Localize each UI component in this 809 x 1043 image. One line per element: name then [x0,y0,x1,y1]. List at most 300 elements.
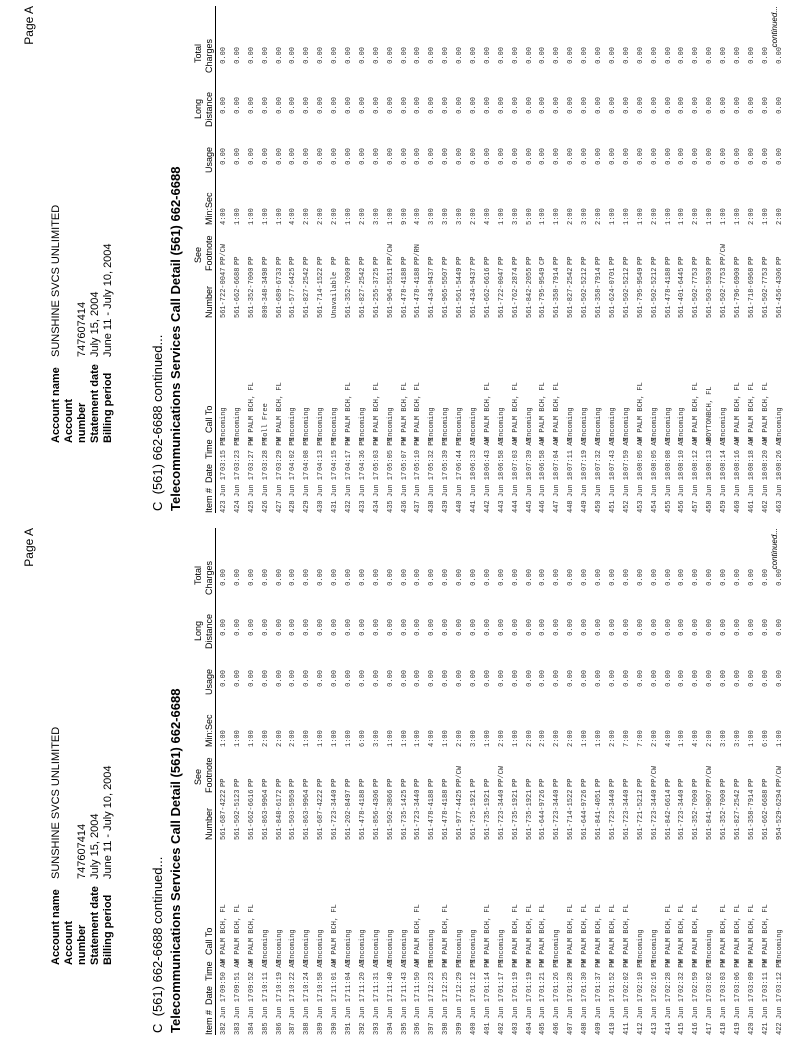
row-time: 05:39 PM [442,437,451,471]
row-minsec: 2:00 [608,730,617,747]
row-date: Jun 18 [775,471,784,497]
row-time: 09:51 AM [233,959,242,993]
row-item: 392 [358,1022,367,1035]
row-item: 462 [761,500,770,513]
row-total: 0.00 [733,47,742,64]
row-footnote: PP [608,778,617,787]
row-number: 561-795-9549 [636,267,645,318]
row-callto: W PALM BCH, FL [692,382,701,441]
row-number: 561-352-7000 [720,789,729,840]
row-total: 0.00 [317,47,326,64]
row-minsec: 2:00 [553,730,562,747]
row-callto: Incoming [636,929,645,963]
row-time: 10:24 AM [303,959,312,993]
row-footnote: PP [692,778,701,787]
row-total: 0.00 [761,569,770,586]
row-usage: 0.00 [775,670,784,687]
row-date: Jun 17 [275,471,284,497]
row-total: 0.00 [220,47,228,64]
row-minsec: 2:00 [470,208,479,225]
row-distance: 0.00 [483,619,492,636]
row-number: 561-502-5212 [650,267,659,318]
row-date: Jun 17 [317,993,326,1019]
row-footnote: PP [567,256,576,265]
row-item: 419 [733,1022,742,1035]
table-row [315,528,329,1035]
row-callto: Incoming [233,407,242,441]
row-date: Jun 18 [483,471,492,497]
col-distance: Distance [204,613,214,649]
row-total: 0.00 [775,569,784,586]
row-distance: 0.00 [567,97,576,114]
row-date: Jun 17 [331,993,340,1019]
row-item: 422 [775,1022,784,1035]
row-usage: 0.00 [567,670,576,687]
row-distance: 0.00 [775,97,784,114]
row-time: 10:11 AM [261,959,270,993]
row-number: 561-842-2055 [525,267,534,318]
row-footnote: PP [400,256,409,265]
row-callto: Incoming [275,929,284,963]
row-callto: Toll Free [261,403,270,441]
row-total: 0.00 [553,569,562,586]
row-usage: 0.00 [678,148,687,165]
row-number: 561-863-9964 [261,789,270,840]
row-minsec: 2:00 [275,730,284,747]
row-item: 391 [345,1022,354,1035]
table-row [565,6,579,513]
row-total: 0.00 [650,47,659,64]
row-usage: 0.00 [761,670,770,687]
row-minsec: 3:00 [720,730,729,747]
table-row [274,528,288,1035]
row-minsec: 1:00 [706,208,715,225]
table-row [343,6,357,513]
row-footnote: PP [400,778,409,787]
row-minsec: 3:00 [733,730,742,747]
row-date: Jun 18 [608,471,617,497]
row-time: 06:58 AM [539,437,548,471]
row-total: 0.00 [678,47,687,64]
row-item: 389 [317,1022,326,1035]
row-minsec: 1:00 [414,730,423,747]
row-item: 414 [664,1022,673,1035]
table-row [565,528,579,1035]
row-footnote: PP [553,778,562,787]
row-footnote: PP [261,256,270,265]
row-usage: 0.00 [553,670,562,687]
row-minsec: 1:00 [581,730,590,747]
row-distance: 0.00 [720,97,729,114]
row-item: 450 [595,500,604,513]
row-number: 561-478-4188 [664,267,673,318]
row-item: 413 [650,1022,659,1035]
account-number-label: Account number [63,399,88,443]
row-number: 561-502-5123 [233,789,242,840]
row-callto: W PALM BCH, FL [581,904,590,963]
row-footnote: PP [331,256,340,265]
row-time: 03:09 PM [747,959,756,993]
row-minsec: 1:00 [483,730,492,747]
row-time: 01:12 PM [470,959,479,993]
row-time: 03:15 PM [220,437,228,471]
row-usage: 0.00 [414,670,423,687]
table-row [621,6,635,513]
table-row [774,6,788,513]
table-row [676,6,690,513]
row-date: Jun 17 [775,993,784,1019]
row-date: Jun 18 [497,471,506,497]
row-minsec: 1:00 [622,208,631,225]
row-date: Jun 17 [595,993,604,1019]
row-callto: Incoming [317,407,326,441]
row-date: Jun 18 [511,471,520,497]
table-row [482,528,496,1035]
col-time: Time [204,961,214,981]
row-distance: 0.00 [595,619,604,636]
row-total: 0.00 [317,569,326,586]
row-time: 08:14 AM [720,437,729,471]
row-total: 0.00 [247,47,256,64]
row-date: Jun 17 [247,471,256,497]
row-date: Jun 18 [733,471,742,497]
row-total: 0.00 [678,569,687,586]
row-item: 457 [692,500,701,513]
row-callto: Incoming [456,929,465,963]
account-number-value: 747607414 [76,823,88,879]
row-item: 388 [303,1022,312,1035]
row-number: 561-722-0047 [497,267,506,318]
row-item: 411 [622,1022,631,1035]
table-row [537,6,551,513]
row-minsec: 2:00 [650,208,659,225]
row-date: Jun 17 [636,993,645,1019]
row-usage: 0.00 [317,670,326,687]
row-date: Jun 18 [470,471,479,497]
row-total: 0.00 [233,47,242,64]
row-time: 03:06 PM [733,959,742,993]
row-usage: 0.00 [442,670,451,687]
row-date: Jun 17 [317,471,326,497]
table-row [690,528,704,1035]
row-time: 04:08 PM [303,437,312,471]
col-footnote: Footnote [204,235,214,271]
row-item: 407 [567,1022,576,1035]
table-row [607,528,621,1035]
table-row [399,528,413,1035]
col-total: Total [193,43,203,63]
row-number: 561-965-5507 [442,267,451,318]
row-number: 561-662-6616 [483,267,492,318]
table-row [426,528,440,1035]
row-footnote: PP [345,256,354,265]
row-total: 0.00 [692,569,701,586]
row-minsec: 1:00 [386,208,395,225]
row-minsec: 3:00 [470,730,479,747]
table-row [649,6,663,513]
row-minsec: 1:00 [317,730,326,747]
row-distance: 0.00 [428,619,437,636]
row-callto: W PALM BCH, FL [567,904,576,963]
row-date: Jun 17 [372,993,381,1019]
row-callto: W PALM BCH, FL [539,382,548,441]
row-total: 0.00 [622,569,631,586]
row-date: Jun 17 [525,993,534,1019]
row-footnote: PP [636,778,645,787]
col-date: Date [204,985,214,1005]
row-distance: 0.00 [483,97,492,114]
row-number: 561-735-1921 [483,789,492,840]
row-item: 427 [275,500,284,513]
row-date: Jun 18 [650,471,659,497]
row-time: 11:40 AM [386,959,395,993]
row-date: Jun 18 [636,471,645,497]
row-total: 0.00 [553,47,562,64]
row-footnote: PP [386,778,395,787]
row-time: 05:10 PM [414,437,423,471]
row-item: 384 [247,1022,256,1035]
row-minsec: 1:00 [595,730,604,747]
row-usage: 0.00 [275,670,284,687]
row-callto: Incoming [595,407,604,441]
row-date: Jun 17 [303,993,312,1019]
table-row [329,528,343,1035]
row-time: 06:33 AM [470,437,479,471]
row-footnote: PP [525,778,534,787]
row-number: 561-718-6968 [747,267,756,318]
row-date: Jun 17 [358,993,367,1019]
row-time: 03:11 PM [761,959,770,993]
row-callto: Incoming [553,929,562,963]
row-footnote: PP [497,256,506,265]
row-total: 0.00 [275,47,284,64]
row-minsec: 2:00 [497,730,506,747]
row-usage: 0.00 [636,148,645,165]
row-callto: W PALM BCH, FL [442,904,451,963]
row-minsec: 4:00 [692,730,701,747]
row-total: 0.00 [622,47,631,64]
row-time: 11:20 AM [358,959,367,993]
row-total: 0.00 [456,47,465,64]
row-distance: 0.00 [497,97,506,114]
table-row [524,6,538,513]
row-total: 0.00 [497,569,506,586]
row-date: Jun 17 [608,993,617,1019]
row-item: 424 [233,500,242,513]
row-distance: 0.00 [636,97,645,114]
row-distance: 0.00 [608,97,617,114]
row-number: 561-827-2542 [303,267,312,318]
row-date: Jun 17 [706,993,715,1019]
billing-period-value: June 11 - July 10, 2004 [102,765,114,879]
row-footnote: PP [428,778,437,787]
row-minsec: 4:00 [414,208,423,225]
row-callto: W PALM BCH, FL [692,904,701,963]
row-usage: 0.00 [470,148,479,165]
row-time: 04:36 PM [358,437,367,471]
row-callto: Incoming [386,929,395,963]
row-total: 0.00 [761,47,770,64]
page-label: Page A [22,6,36,45]
table-row [260,528,274,1035]
row-item: 431 [331,500,340,513]
row-time: 12:29 PM [456,959,465,993]
col-time: Time [204,439,214,459]
row-date: Jun 17 [303,471,312,497]
row-usage: 0.00 [525,148,534,165]
row-minsec: 1:00 [761,208,770,225]
row-callto: W PALM BCH, FL [761,382,770,441]
row-footnote: PP [233,256,242,265]
row-time: 08:26 AM [775,437,784,471]
row-usage: 0.00 [400,670,409,687]
row-total: 0.00 [442,47,451,64]
row-distance: 0.00 [358,619,367,636]
table-row [524,528,538,1035]
row-date: Jun 18 [692,471,701,497]
row-distance: 0.00 [345,97,354,114]
row-usage: 0.00 [247,670,256,687]
row-total: 0.00 [511,569,520,586]
row-date: Jun 17 [345,993,354,1019]
row-item: 406 [553,1022,562,1035]
table-row [301,6,315,513]
row-number: 561-644-9726 [539,789,548,840]
row-item: 412 [636,1022,645,1035]
row-footnote: PP [664,256,673,265]
row-time: 11:43 AM [400,959,409,993]
row-total: 0.00 [261,569,270,586]
row-date: Jun 18 [747,471,756,497]
row-number: 561-723-3440 [650,789,659,840]
row-total: 0.00 [345,47,354,64]
row-minsec: 7:00 [636,730,645,747]
row-item: 402 [497,1022,506,1035]
table-row [287,6,301,513]
row-minsec: 2:00 [706,730,715,747]
row-time: 04:13 PM [317,437,326,471]
row-minsec: 2:00 [567,730,576,747]
table-row [496,6,510,513]
row-callto: Incoming [775,407,784,441]
row-item: 400 [470,1022,479,1035]
row-footnote: PP [483,778,492,787]
statement-date-value: July 15, 2004 [89,291,101,357]
row-usage: 0.00 [303,148,312,165]
row-footnote: PP [678,256,687,265]
row-date: Jun 17 [553,993,562,1019]
row-number: 561-735-1425 [400,789,409,840]
row-total: 0.00 [247,569,256,586]
row-number: 561-502-7753 [692,267,701,318]
row-minsec: 1:00 [400,730,409,747]
row-callto: W PALM BCH, FL [483,382,492,441]
row-footnote: PP [511,256,520,265]
row-usage: 0.00 [345,670,354,687]
row-minsec: 2:00 [595,208,604,225]
row-distance: 0.00 [525,97,534,114]
row-footnote: PP [747,778,756,787]
statement-date-label: Statement date [89,364,101,443]
section-marker: C [150,1023,165,1033]
row-number: 561-644-9726 [581,789,590,840]
row-distance: 0.00 [289,619,298,636]
row-minsec: 4:00 [289,208,298,225]
row-item: 423 [220,500,228,513]
row-minsec: 2:00 [456,730,465,747]
row-distance: 0.00 [400,97,409,114]
row-usage: 0.00 [650,670,659,687]
row-number: 561-352-7000 [247,267,256,318]
row-callto: Incoming [358,407,367,441]
row-distance: 0.00 [511,619,520,636]
row-total: 0.00 [636,569,645,586]
row-distance: 0.00 [386,97,395,114]
table-header [185,6,216,513]
row-time: 08:05 AM [636,437,645,471]
row-total: 0.00 [303,569,312,586]
row-number: 561-502-3866 [386,789,395,840]
row-callto: W PALM BCH, FL [247,382,256,441]
account-name-value: SUNSHINE SVCS UNLIMITED [50,726,62,879]
row-date: Jun 17 [678,993,687,1019]
row-number: 561-624-0701 [608,267,617,318]
row-footnote: PP [289,256,298,265]
row-usage: 0.00 [220,670,228,687]
row-footnote: PP [678,778,687,787]
row-minsec: 2:00 [525,730,534,747]
row-callto: Incoming [650,929,659,963]
row-usage: 0.00 [553,148,562,165]
row-minsec: 3:00 [372,730,381,747]
row-usage: 0.00 [525,670,534,687]
row-distance: 0.00 [747,97,756,114]
row-number: 561-202-8497 [345,789,354,840]
row-minsec: 1:00 [664,208,673,225]
table-row [551,528,565,1035]
row-number: 561-841-9007 [706,789,715,840]
row-time: 08:05 AM [650,437,659,471]
row-item: 397 [428,1022,437,1035]
row-footnote: PP [664,778,673,787]
row-item: 437 [414,500,423,513]
row-usage: 0.00 [428,670,437,687]
row-minsec: 2:00 [692,208,701,225]
row-date: Jun 17 [372,471,381,497]
row-minsec: 6:00 [358,730,367,747]
table-row [315,6,329,513]
row-item: 430 [317,500,326,513]
row-total: 0.00 [733,569,742,586]
row-footnote: PP/CW [497,765,506,787]
row-minsec: 3:00 [581,208,590,225]
row-usage: 0.00 [345,148,354,165]
row-number: 561-687-4222 [220,789,228,840]
row-minsec: 2:00 [747,208,756,225]
row-distance: 0.00 [233,97,242,114]
table-row [399,6,413,513]
row-time: 04:02 PM [289,437,298,471]
row-callto: Incoming [650,407,659,441]
row-item: 415 [678,1022,687,1035]
row-usage: 0.00 [372,670,381,687]
row-number: 561-863-9964 [303,789,312,840]
row-minsec: 4:00 [483,208,492,225]
row-item: 405 [539,1022,548,1035]
row-minsec: 1:00 [775,730,784,747]
row-minsec: 1:00 [747,730,756,747]
row-callto: W PALM BCH, FL [220,904,228,963]
